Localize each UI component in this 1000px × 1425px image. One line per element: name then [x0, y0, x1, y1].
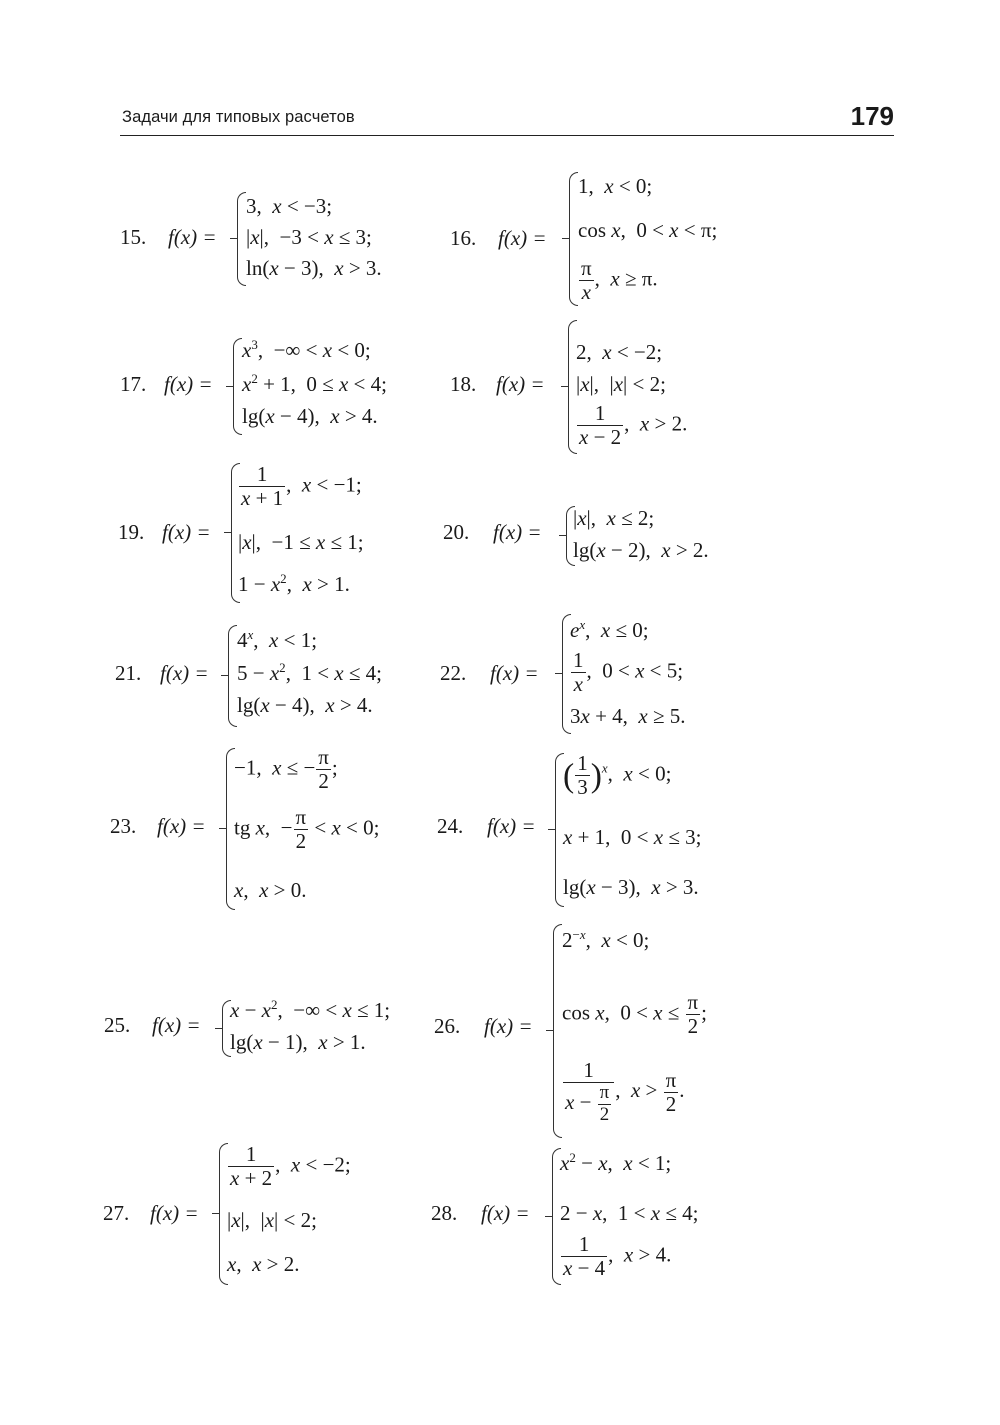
page-number: 179 [850, 101, 894, 131]
case-3-render: 1 x − $\frac{\pi}{2}$ , x > $\frac{\pi}{2}$ . [565, 1058, 685, 1125]
case-3-render: x, x > 0. [234, 878, 307, 902]
case-2-render: tg x, − $\frac{\pi}{2}$ < x < 0; [234, 805, 380, 853]
case-3-render: ln(x − 3), x > 3. [246, 256, 382, 280]
problem-number: 20. [443, 520, 470, 544]
problem-21 [115, 620, 435, 730]
case-1-render: $2^{-x}$, x < 0; [562, 926, 650, 952]
case-brace [569, 172, 578, 306]
case-1-render: $\frac{1}{x + 2}$ , x < −2; [230, 1142, 351, 1190]
function-label: f(x) = [484, 1014, 533, 1038]
case-list [238, 460, 438, 610]
case-2-render: $5 - x^2$, 1 < x ≤ 4; [237, 659, 382, 685]
function-label: f(x) = [168, 225, 217, 249]
case-1-render: −1, x ≤ − $\frac{\pi}{2}$ ; [234, 745, 338, 793]
case-3-render: 3x + 4, x ≥ 5. [570, 704, 686, 728]
case-1-render: $x^3$, −∞ < x < 0; [242, 336, 371, 362]
problem-27 [103, 1140, 433, 1290]
problem-19 [118, 460, 438, 610]
function-label: f(x) = [150, 1201, 199, 1225]
problem-number: 16. [450, 226, 477, 250]
problem-number: 26. [434, 1014, 461, 1038]
case-3-render: x, x > 2. [227, 1252, 300, 1276]
case-3-render: $1 - x^2$, x > 1. [238, 570, 350, 596]
case-list [230, 995, 440, 1065]
case-2-render: $\frac{1}{x}$ , 0 < x < 5; [573, 648, 684, 696]
problem-25 [104, 995, 434, 1065]
function-label: f(x) = [481, 1201, 530, 1225]
case-2-render: 2 − x, 1 < x ≤ 4; [560, 1201, 699, 1225]
case-2-render: lg(x − 1), x > 1. [230, 1030, 366, 1054]
case-1-render: 4$^x$, x < 1; [237, 626, 318, 652]
case-1-render: $x^2 - x$, x < 1; [560, 1149, 672, 1175]
function-label: f(x) = [162, 520, 211, 544]
problem-number: 25. [104, 1013, 131, 1037]
problem-number: 22. [440, 661, 467, 685]
problem-number: 15. [120, 225, 147, 249]
problem-18 [450, 315, 770, 455]
case-brace [233, 338, 242, 435]
case-3-render: $\frac{\pi}{x}$ , x ≥ π. [581, 256, 658, 304]
problem-28 [431, 1140, 761, 1290]
problem-number: 21. [115, 661, 142, 685]
function-label: f(x) = [157, 814, 206, 838]
problem-22 [440, 610, 760, 735]
function-label: f(x) = [496, 372, 545, 396]
case-list [227, 1140, 437, 1290]
case-brace [228, 625, 237, 727]
case-list [234, 745, 434, 915]
problem-number: 18. [450, 372, 477, 396]
header-title: Задачи для типовых расчетов [122, 108, 355, 126]
function-label: f(x) = [164, 372, 213, 396]
function-label: f(x) = [152, 1013, 201, 1037]
case-1-render: 1, x < 0; [578, 174, 653, 198]
function-label: f(x) = [498, 226, 547, 250]
case-1-render: 2, x < −2; [576, 340, 663, 364]
case-1-render: ( $\frac{1}{3}$ )$^x$, x < 0; [563, 751, 672, 799]
problem-17 [120, 330, 440, 440]
problem-number: 17. [120, 372, 147, 396]
case-2-render: cos x, 0 < x < π; [578, 218, 718, 242]
case-list [242, 330, 442, 440]
case-1-render: $\frac{1}{x + 1}$ , x < −1; [241, 462, 362, 510]
function-label: f(x) = [487, 814, 536, 838]
header-rule [120, 135, 894, 136]
function-label: f(x) = [490, 661, 539, 685]
case-1-render: $x - x^2$, −∞ < x ≤ 1; [230, 996, 391, 1022]
case-2-render: $x^2 + 1$, 0 ≤ x < 4; [242, 370, 387, 396]
case-3-render: lg(x − 4), x > 4. [242, 404, 378, 428]
function-label: f(x) = [493, 520, 542, 544]
case-list [246, 170, 446, 300]
case-list [570, 610, 770, 735]
case-1-render: 3, x < −3; [246, 194, 333, 218]
case-1-render: $e^x$, x ≤ 0; [570, 616, 649, 642]
problem-number: 24. [437, 814, 464, 838]
case-list [576, 315, 776, 455]
case-2-render: |x|, |x| < 2; [576, 372, 666, 396]
case-2-render: lg(x − 2), x > 2. [573, 538, 709, 562]
case-list [562, 920, 772, 1140]
problem-26 [434, 920, 764, 1140]
problem-number: 19. [118, 520, 145, 544]
function-label: f(x) = [160, 661, 209, 685]
problem-number: 28. [431, 1201, 458, 1225]
case-3-render: $\frac{1}{x - 4}$ , x > 4. [563, 1232, 672, 1280]
case-2-render: |x|, −1 ≤ x ≤ 1; [238, 530, 364, 554]
case-3-render: lg(x − 4), x > 4. [237, 693, 373, 717]
case-3-render: lg(x − 3), x > 3. [563, 875, 699, 899]
case-list [560, 1140, 770, 1290]
problem-16 [450, 170, 770, 310]
case-1-render: |x|, x ≤ 2; [573, 506, 655, 530]
case-list [578, 170, 778, 310]
case-list [563, 745, 783, 915]
case-list [573, 500, 773, 570]
problem-20 [443, 500, 763, 570]
case-2-render: |x|, |x| < 2; [227, 1208, 317, 1232]
case-2-render: x + 1, 0 < x ≤ 3; [563, 825, 702, 849]
problem-15 [120, 170, 440, 300]
case-brace [237, 192, 246, 286]
problem-number: 23. [110, 814, 137, 838]
problem-number: 27. [103, 1201, 130, 1225]
case-list [237, 620, 437, 730]
case-3-render: $\frac{1}{x - 2}$ , x > 2. [579, 401, 688, 449]
problem-23 [110, 745, 430, 915]
case-brace [553, 924, 562, 1138]
problem-24 [437, 745, 757, 915]
case-2-render: |x|, −3 < x ≤ 3; [246, 225, 372, 249]
case-2-render: cos x, 0 < x ≤ $\frac{\pi}{2}$ ; [562, 990, 707, 1038]
